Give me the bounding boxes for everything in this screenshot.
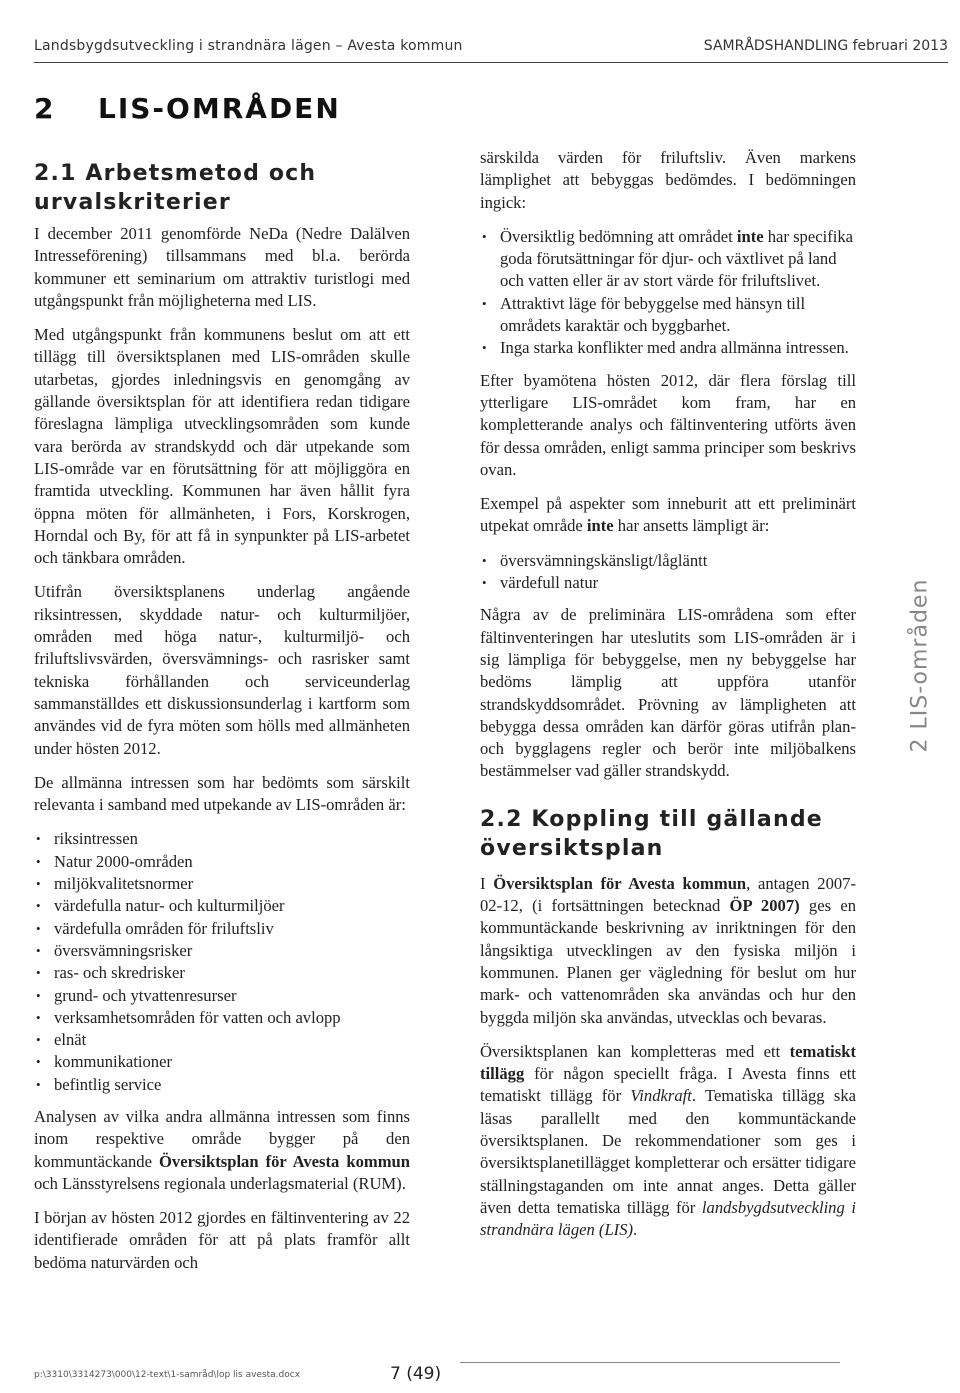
paragraph: Analysen av vilka andra allmänna intressen som finns inom respektive område bygger på den kommuntäckande Översiktsplan för Avesta kommun och Länsstyrelsens regionala underlagsmaterial (RUM).	[34, 1106, 410, 1193]
aspects-list	[480, 550, 856, 595]
paragraph: Några av de preliminära LIS-områdena som efter fältinventeringen har uteslutits som LIS-områden är i sig lämpliga för bebyggelse, men ny bebyggelse har bedöms lämplig att uppföra utanför strandskyddsområdet. Prövning av lämpligheten att bebygga dessa områden kan därför göras utifrån plan- och bygglagens regler och berör inte miljöbalkens bestämmelser vad gäller strandskydd.	[480, 605, 856, 781]
chapter-title: LIS-OMRÅDEN	[98, 92, 341, 125]
list-item: • Översiktlig bedömning att området inte har specifika goda förutsättningar för djur- och växtlivet på land och vatten eller är av stort värde för friluftslivet.	[480, 226, 856, 293]
side-tab-label: 2 LIS-områden	[907, 578, 933, 753]
list-item: • miljökvalitetsnormer	[34, 873, 410, 895]
paragraph: Med utgångspunkt från kommunens beslut om att ett tillägg till översiktsplanen med LIS-områden skulle utarbetas, gjordes inledningsvis en genomgång av gällande översiktsplan för att identifiera redan tidigare föreslagna lämpliga utvecklingsområden som kunde vara berörda av strandskydd och där utpekande som LIS-område var en förutsättning för att möjliggöra en framtida utveckling. Kommunen har även hållit fyra öppna möten för allmänheten, i Fors, Korskrogen, Horndal och By, för att få in synpunkter på LIS-arbetet och tänkbara områden.	[34, 325, 410, 568]
page-header	[34, 38, 948, 63]
list-item: • värdefulla natur- och kulturmiljöer	[34, 895, 410, 917]
paragraph: I början av hösten 2012 gjordes en fältinventering av 22 identifierade områden för att på plats framför allt bedöma naturvärden och	[34, 1208, 410, 1272]
page-number: 7 (49)	[390, 1364, 442, 1384]
list-item: • grund- och ytvattenresurser	[34, 985, 410, 1007]
footer-path: p:\3310\3314273\000\12-text\1-samråd\lop lis avesta.docx	[34, 1370, 301, 1380]
side-tab	[890, 578, 950, 753]
list-item: • översvämningsrisker	[34, 940, 410, 962]
list-item: • verksamhetsområden för vatten och avlopp	[34, 1007, 410, 1029]
section-heading-2-1: 2.1 Arbetsmetod och urvalskriterier	[34, 161, 317, 215]
paragraph: I december 2011 genomförde NeDa (Nedre Dalälven Intresseförening) tillsammans med bl.a. berörda kommuner ett seminarium om attraktiv turistlogi med utgångspunkt från möjligheterna med LIS.	[34, 224, 410, 310]
paragraph: Översiktsplanen kan kompletteras med ett tematiskt tillägg för någon speciellt fråga. I Avesta finns ett tematiskt tillägg för Vindkraft. Tematiska tillägg ska läsas parallellt med den kommuntäckande översiktsplanen. De rekommendationer som ges i översiktsplanetillägget kompletterar och ersätter tidigare ställningstaganden om inte annat anges. Detta gäller även detta tematiska tillägg för landsbygdsutveckling i strandnära lägen (LIS).	[480, 1041, 856, 1240]
paragraph: De allmänna intressen som har bedömts som särskilt relevanta i samband med utpekande av LIS-områden är:	[34, 772, 410, 815]
list-item: • elnät	[34, 1029, 410, 1051]
paragraph: Utifrån översiktsplanens underlag angående riksintressen, skyddade natur- och kulturmiljöer, områden med höga natur-, kulturmiljö- och friluftslivsvärden, översvämnings- och rasrisker samt tekniska förhållanden och serviceunderlag sammanställdes ett diskussionsunderlag i kartform som användes vid de fyra möten som hölls med allmänheten under hösten 2012.	[34, 582, 410, 758]
paragraph: I Översiktsplan för Avesta kommun, antagen 2007-02-12, (i fortsättningen betecknad ÖP 2007) ges en kommuntäckande beskrivning av inriktningen för den långsiktiga utvecklingen av den fysiska miljön i kommunen. Planen ger vägledning för beslut om hur mark- och vattenområden ska användas och hur den byggda miljön ska användas, utvecklas och bevaras.	[480, 873, 856, 1027]
list-item: • värdefulla områden för friluftsliv	[34, 918, 410, 940]
chapter-heading	[34, 92, 341, 125]
chapter-number: 2	[34, 92, 56, 125]
list-item: • översvämningskänsligt/lågläntt	[480, 550, 856, 572]
list-item: • Attraktivt läge för bebyggelse med hänsyn till områdets karaktär och byggbarhet.	[480, 293, 856, 338]
paragraph: Exempel på aspekter som inneburit att ett preliminärt utpekat område inte har ansetts lämpligt är:	[480, 494, 856, 536]
section-heading-2-2: 2.2 Koppling till gällande översiktsplan	[480, 806, 823, 861]
list-item: • riksintressen	[34, 828, 410, 850]
paragraph: särskilda värden för friluftsliv. Även markens lämplighet att bebyggas bedömdes. I bedömningen ingick:	[480, 148, 856, 212]
paragraph: Efter byamötena hösten 2012, där flera förslag till ytterligare LIS-området kom fram, har en kompletterande analys och fältinventering utförts även för dessa områden, enligt samma principer som beskrivs ovan.	[480, 370, 856, 479]
criteria-list	[480, 226, 856, 360]
list-item: • värdefull natur	[480, 572, 856, 594]
list-item: • kommunikationer	[34, 1051, 410, 1073]
right-column	[480, 147, 856, 1253]
left-column	[34, 159, 410, 1286]
list-item: • ras- och skredrisker	[34, 962, 410, 984]
footer-divider	[460, 1362, 840, 1363]
header-title: Landsbygdsutveckling i strandnära lägen – Avesta kommun	[34, 38, 463, 54]
header-status: SAMRÅDSHANDLING februari 2013	[703, 38, 948, 54]
list-item: • Inga starka konflikter med andra allmänna intressen.	[480, 337, 856, 359]
list-item: • Natur 2000-områden	[34, 851, 410, 873]
interests-list	[34, 828, 410, 1096]
list-item: • befintlig service	[34, 1074, 410, 1096]
